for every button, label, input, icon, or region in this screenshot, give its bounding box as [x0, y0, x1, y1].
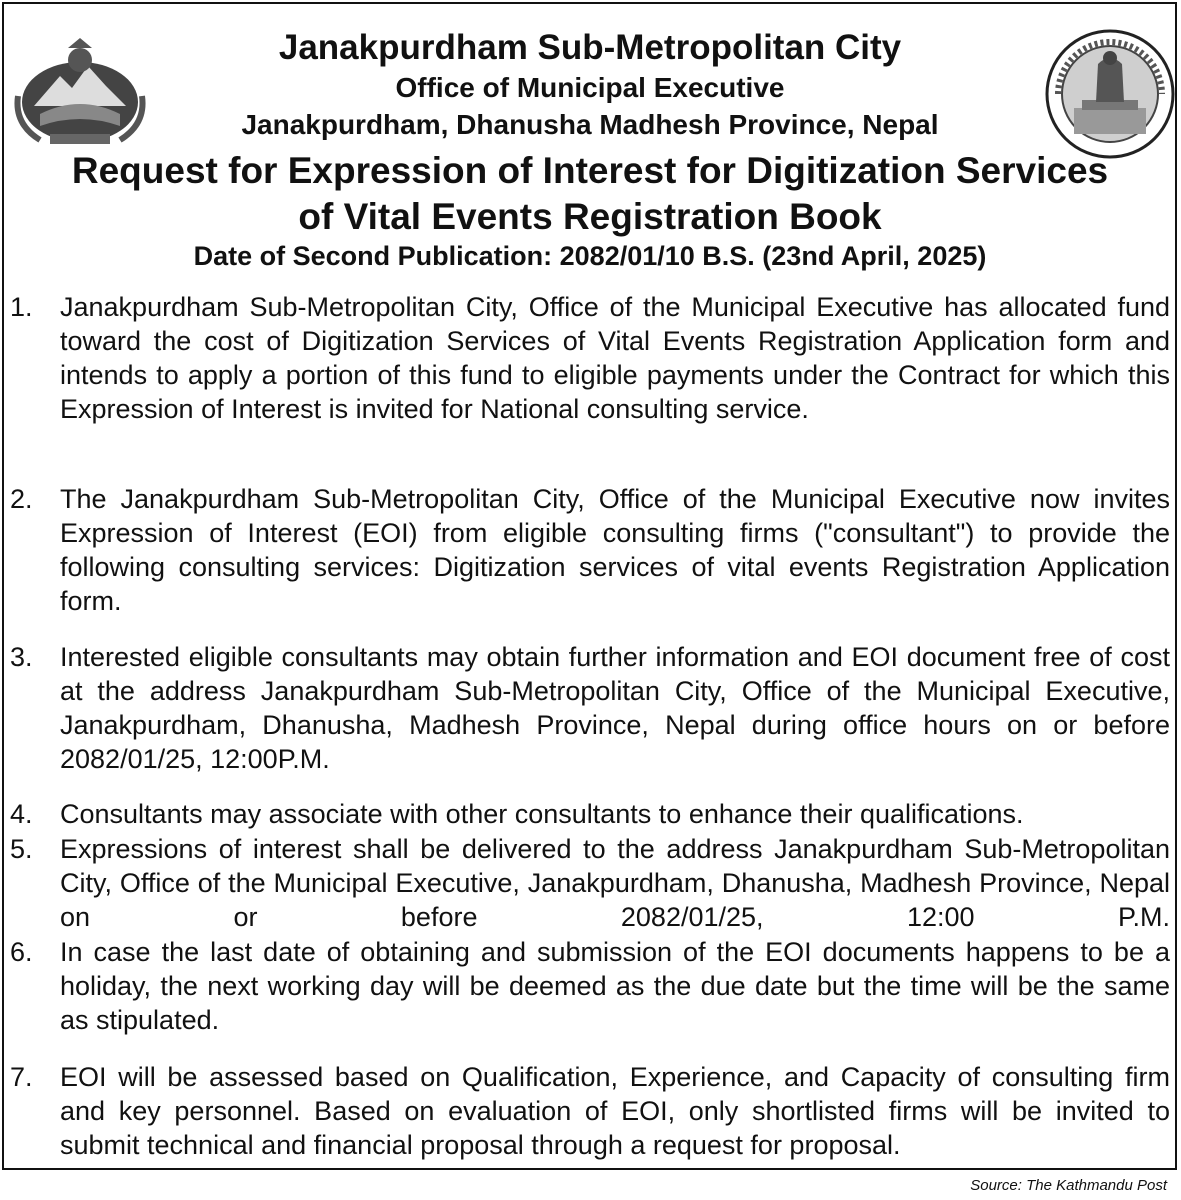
municipal-seal-logo: [1044, 28, 1176, 160]
list-item: 6. In case the last date of obtaining and submission of the EOI documents happens to be a holiday, the next working day will be deemed as the due date but the time will be the same as stipulated.: [10, 937, 1170, 1035]
address-heading: Janakpurdham, Dhanusha Madhesh Province, Nepal: [241, 109, 939, 140]
list-item-text: EOI will be assessed based on Qualification, Experience, and Capacity of consulting firm and key personnel. Based on evaluation of EOI, only shortlisted firms will be invited to submit technical and financial proposal through a request for proposal.: [60, 1062, 1170, 1160]
source-credit: Source: The Kathmandu Post: [970, 1177, 1167, 1194]
list-item: 7. EOI will be assessed based on Qualification, Experience, and Capacity of consulting firm and key personnel. Based on evaluation of EOI, only shortlisted firms will be invited to submit technical and financial proposal through a request for proposal.: [10, 1062, 1170, 1160]
list-item-text: The Janakpurdham Sub-Metropolitan City, Office of the Municipal Executive now invites Expression of Interest (EOI) from eligible consulting firms ("consultant") to provide the following consulting services: Digitization services of vital events Registration Application form.: [60, 484, 1170, 616]
office-heading: Office of Municipal Executive: [395, 72, 785, 103]
list-item-text: Interested eligible consultants may obtain further information and EOI document free of cost at the address Janakpurdham Sub-Metropolitan City, Office of the Municipal Executive, Janakpurdham, Dhanusha, Madhesh Province, Nepal during office hours on or before 2082/01/25, 12:00P.M.: [60, 642, 1170, 774]
notice-title: Request for Expression of Interest for Digitization Services of Vital Events Registration Book: [71, 150, 1109, 237]
list-item: 5. Expressions of interest shall be delivered to the address Janakpurdham Sub-Metropolitan City, Office of the Municipal Executive, Janakpurdham, Dhanusha, Madhesh Province, Nepal on or before 2082/01/25, 12:00 P.M.: [10, 834, 1170, 932]
list-item-text: Consultants may associate with other consultants to enhance their qualifications.: [60, 799, 1024, 829]
list-item: 1. Janakpurdham Sub-Metropolitan City, Office of the Municipal Executive has allocated fund toward the cost of Digitization Services of Vital Events Registration Application form and intends to apply a portion of this fund to eligible payments under the Contract for which this Expression of Interest is invited for National consulting service.: [10, 292, 1170, 424]
list-item-text: Janakpurdham Sub-Metropolitan City, Office of the Municipal Executive has allocated fund toward the cost of Digitization Services of Vital Events Registration Application form and intends to apply a portion of this fund to eligible payments under the Contract for which this Expression of Interest is invited for National consulting service.: [60, 292, 1170, 424]
publication-date: Date of Second Publication: 2082/01/10 B.S. (23nd April, 2025): [193, 241, 987, 271]
list-item: 2. The Janakpurdham Sub-Metropolitan City, Office of the Municipal Executive now invites Expression of Interest (EOI) from eligible consulting firms ("consultant") to provide the following consulting services: Digitization services of vital events Registration Application form.: [10, 484, 1170, 616]
list-item-text: Expressions of interest shall be delivered to the address Janakpurdham Sub-Metropolitan City, Office of the Municipal Executive, Janakpurdham, Dhanusha, Madhesh Province, Nepal on or before 2082/01/25, 12:00 P.M.: [60, 834, 1170, 932]
list-item-text: In case the last date of obtaining and submission of the EOI documents happens to be a holiday, the next working day will be deemed as the due date but the time will be the same as stipulated.: [60, 937, 1170, 1035]
list-item: 3. Interested eligible consultants may obtain further information and EOI document free of cost at the address Janakpurdham Sub-Metropolitan City, Office of the Municipal Executive, Janakpurdham, Dhanusha, Madhesh Province, Nepal during office hours on or before 2082/01/25, 12:00P.M.: [10, 642, 1170, 774]
city-name-heading: Janakpurdham Sub-Metropolitan City: [278, 28, 902, 67]
nepal-emblem-logo: [10, 36, 150, 148]
list-item: 4. Consultants may associate with other consultants to enhance their qualifications.: [10, 797, 1170, 831]
